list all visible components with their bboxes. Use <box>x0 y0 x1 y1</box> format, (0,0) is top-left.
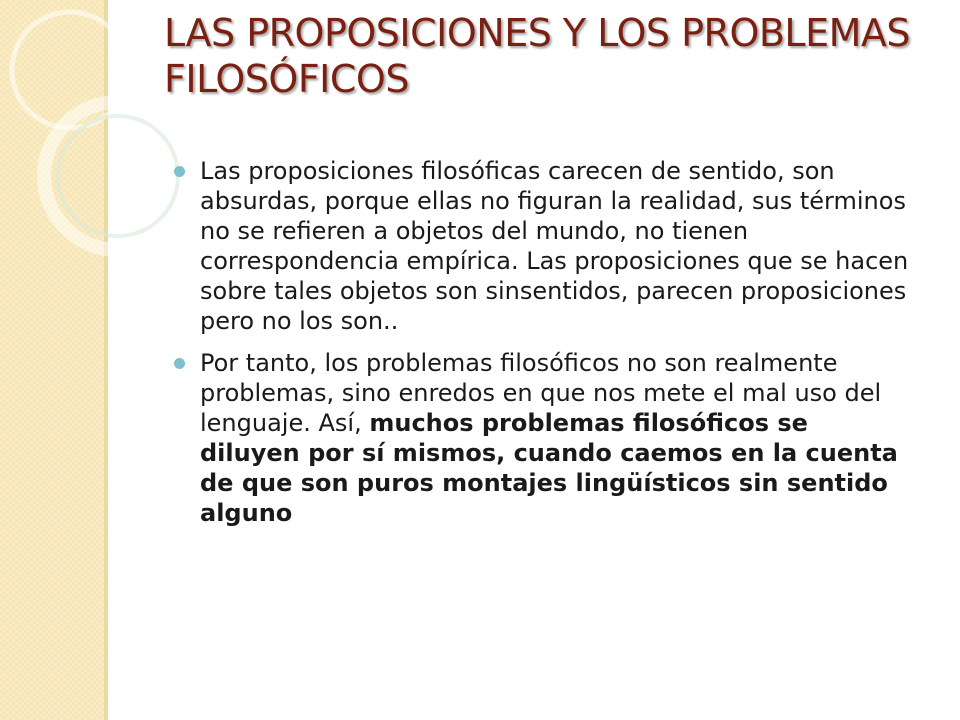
bullet-dot-icon <box>174 358 185 369</box>
slide-content <box>172 156 912 540</box>
bullet-list <box>172 156 912 528</box>
slide-title: LAS PROPOSICIONES Y LOS PROBLEMAS FILOSÓFICOS <box>164 11 911 101</box>
bullet-dot-icon <box>174 166 185 177</box>
bullet-text-1: Las proposiciones filosóficas carecen de sentido, son absurdas, porque ellas no figuran la realidad, sus términos no se refieren a objetos del mundo, no tienen correspondencia empírica. Las proposiciones que se hacen sobre tales objetos son sinsentidos, parecen proposiciones pero no los son.. <box>200 157 909 335</box>
bullet-bold-text-2: muchos problemas filosóficos se diluyen por sí mismos, cuando caemos en la cuenta de que son puros montajes lingüísticos sin sentido alguno <box>200 409 898 527</box>
bullet-item-2 <box>172 348 912 528</box>
bullet-item-1 <box>172 156 912 336</box>
bullet-text-2: Por tanto, los problemas filosóficos no son realmente problemas, sino enredos en que nos mete el mal uso del lenguaje. Así, <box>200 349 882 437</box>
